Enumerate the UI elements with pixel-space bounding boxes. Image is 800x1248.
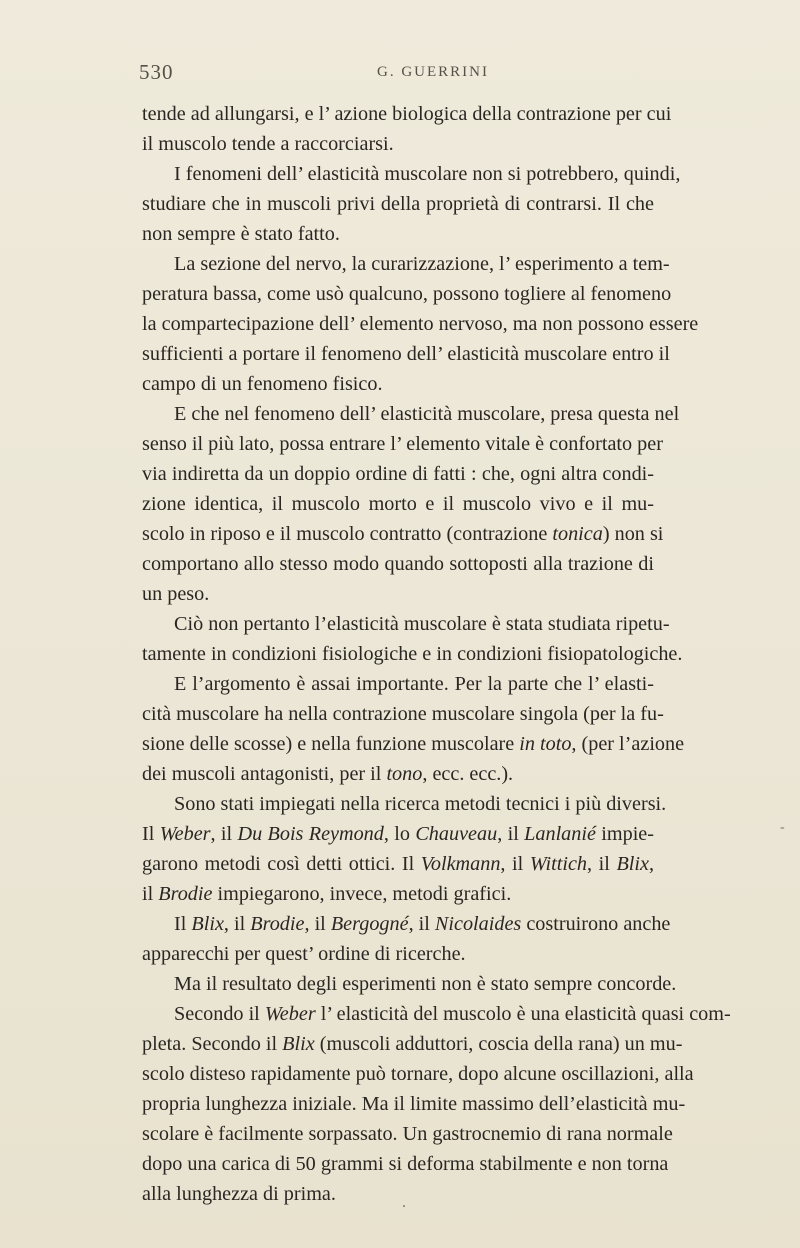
text-line: comportano allo stesso modo quando sottoposti alla trazione di [142,553,654,575]
text-line: cità muscolare ha nella contrazione muscolare singola (per la fu- [142,703,664,725]
text-line: senso il più lato, possa entrare l’ elemento vitale è confortato per [142,433,663,455]
text-line: zione identica, il muscolo morto e il muscolo vivo e il mu- [142,493,654,515]
text-line: Sono stati impiegati nella ricerca metodi tecnici i più diversi. [174,793,667,815]
text-line: scolare è facilmente sorpassato. Un gastrocnemio di rana normale [142,1123,673,1145]
text-line: Il Blix, il Brodie, il Bergogné, il Nicolaides costruirono anche [174,913,671,935]
page-header [139,60,659,94]
text-line: Il Weber, il Du Bois Reymond, lo Chauveau, il Lanlanié impie- [142,823,654,845]
text-line: studiare che in muscoli privi della proprietà di contrarsi. Il che [142,193,654,215]
text-line: alla lunghezza di prima. [142,1183,336,1205]
text-line: I fenomeni dell’ elasticità muscolare non si potrebbero, quindi, [174,163,681,185]
text-line: dei muscoli antagonisti, per il tono, ecc. ecc.). [142,763,514,785]
text-line: il Brodie impiegarono, invece, metodi grafici. [142,883,512,905]
text-line: Secondo il Weber l’ elasticità del muscolo è una elasticità quasi com- [174,1003,731,1025]
text-line: non sempre è stato fatto. [142,223,340,245]
text-line: sione delle scosse) e nella funzione muscolare in toto, (per l’azione [142,733,685,755]
text-line: tende ad allungarsi, e l’ azione biologica della contrazione per cui [142,103,672,125]
text-line: sufficienti a portare il fenomeno dell’ elasticità muscolare entro il [142,343,670,365]
text-line: scolo disteso rapidamente può tornare, dopo alcune oscillazioni, alla [142,1063,694,1085]
text-line: La sezione del nervo, la curarizzazione, l’ esperimento a tem- [174,253,670,275]
text-line: E l’argomento è assai importante. Per la parte che l’ elasti- [174,673,654,695]
text-line: campo di un fenomeno fisico. [142,373,383,395]
page-number: 530 [139,60,174,84]
text-line: peratura bassa, come usò qualcuno, possono togliere al fenomeno [142,283,672,305]
stray-dot: . [402,1194,406,1211]
text-line: scolo in riposo e il muscolo contratto (contrazione tonica) non si [142,523,664,545]
text-line: via indiretta da un doppio ordine di fatti : che, ogni altra condi- [142,463,654,485]
text-line: il muscolo tende a raccorciarsi. [142,133,394,155]
text-line: un peso. [142,583,210,605]
margin-dash: - [780,820,785,835]
text-line: tamente in condizioni fisiologiche e in condizioni fisiopatologiche. [142,643,683,665]
text-line: apparecchi per quest’ ordine di ricerche. [142,943,466,965]
text-line: propria lunghezza iniziale. Ma il limite massimo dell’elasticità mu- [142,1093,686,1115]
text-line: Ciò non pertanto l’elasticità muscolare è stata studiata ripetu- [174,613,670,635]
text-line: dopo una carica di 50 grammi si deforma stabilmente e non torna [142,1153,669,1175]
text-line: la compartecipazione dell’ elemento nervoso, ma non possono essere [142,313,699,335]
text-line: Ma il resultato degli esperimenti non è stato sempre concorde. [174,973,677,995]
running-head: G. GUERRINI [377,64,489,80]
text-line: E che nel fenomeno dell’ elasticità muscolare, presa questa nel [174,403,680,425]
text-line: pleta. Secondo il Blix (muscoli adduttori, coscia della rana) un mu- [142,1033,683,1055]
text-line: garono metodi così detti ottici. Il Volkmann, il Wittich, il Blix, [142,853,654,875]
